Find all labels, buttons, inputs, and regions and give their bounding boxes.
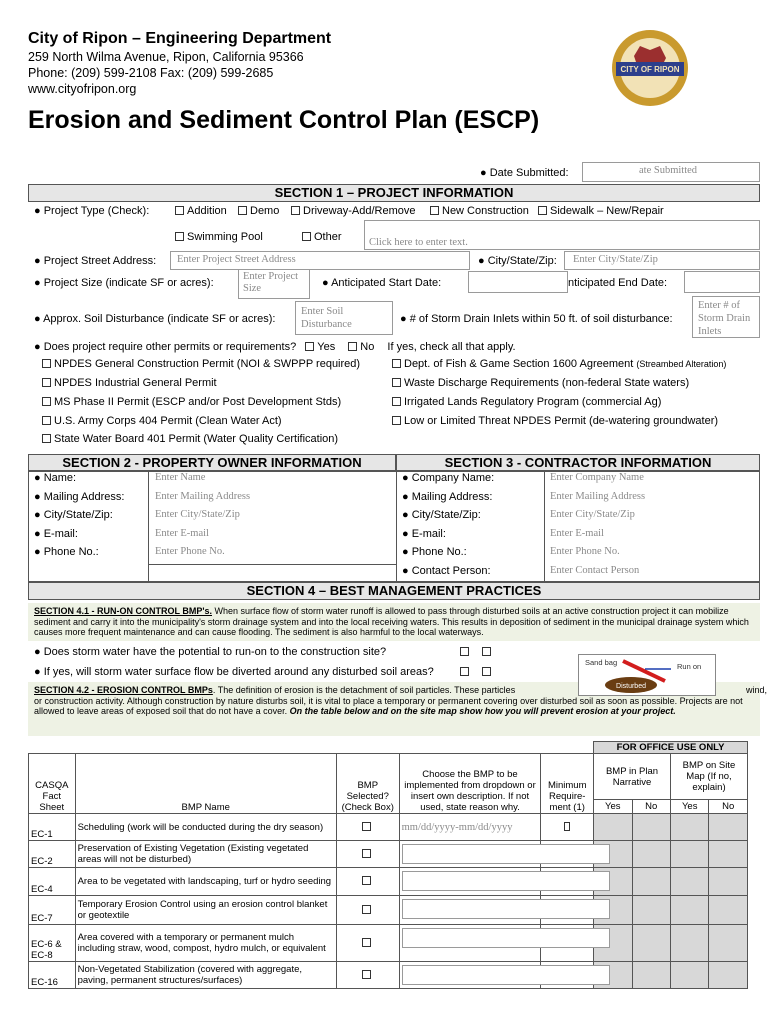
col-selected-header: BMP Selected? (Check Box) (336, 754, 399, 814)
addition-label: Addition (187, 205, 227, 217)
streambed-note: (Streambed Alteration) (636, 359, 727, 369)
owner-placeholder: Enter E-mail (155, 527, 209, 539)
contractor-placeholder: Enter Phone No. (550, 546, 620, 557)
permit-low-threat[interactable] (392, 415, 718, 427)
bmp-selected-checkbox[interactable] (362, 970, 371, 979)
bmp-row (29, 896, 748, 925)
project-city-field[interactable] (564, 251, 760, 270)
permits-note: If yes, check all that apply. (387, 341, 516, 353)
contractor-placeholder: Enter Contact Person (550, 564, 640, 576)
other-label: Other (314, 231, 342, 243)
other-placeholder: Click here to enter text. (369, 237, 468, 248)
owner-label: ● Mailing Address: (34, 490, 125, 503)
permits-yes-label: Yes (317, 341, 336, 353)
contractor-label: ● Phone No.: (402, 546, 467, 558)
demo-checkbox[interactable] (238, 206, 247, 215)
runon-no-checkbox[interactable] (482, 647, 491, 656)
contractor-label: ● Contact Person: (402, 564, 491, 577)
type-other[interactable] (302, 231, 342, 243)
bmp-name: Temporary Erosion Control using an erosion control blanket or geotextile (75, 896, 336, 925)
plan-no-header: No (632, 800, 670, 814)
army-corps-label: U.S. Army Corps 404 Permit (Clean Water Act) (54, 415, 282, 427)
bmp-selected-checkbox[interactable] (362, 849, 371, 858)
owner-placeholder: Enter Phone No. (155, 546, 225, 557)
irrigated-lands-checkbox[interactable] (392, 397, 401, 406)
map-yes-cell (670, 841, 708, 868)
bmp-row (29, 868, 748, 896)
ms-phase-checkbox[interactable] (42, 397, 51, 406)
col-minimum-header: Minimum Require-ment (1) (541, 754, 594, 814)
col-choose-header: Choose the BMP to be implemented from dropdown or insert own description. If not used, state reason why. (399, 754, 541, 814)
street-label: ● Project Street Address: (34, 255, 157, 267)
grid-divider (396, 470, 397, 582)
map-yes-cell (670, 868, 708, 896)
col-casqa-header: CASQA Fact Sheet (29, 754, 76, 814)
storm-inlets-field[interactable] (692, 296, 760, 338)
map-no-cell (709, 925, 748, 962)
contractor-placeholder: Enter Company Name (550, 472, 644, 483)
bmp-description-input[interactable] (402, 928, 610, 948)
map-yes-cell (670, 962, 708, 989)
plan-yes-header: Yes (594, 800, 632, 814)
waste-discharge-checkbox[interactable] (392, 378, 401, 387)
npdes-general-checkbox[interactable] (42, 359, 51, 368)
bmp-table-body (29, 814, 748, 989)
bmp-code: EC-6 & EC-8 (29, 925, 76, 962)
org-name: City of Ripon – Engineering Department (28, 30, 332, 47)
owner-column-divider (148, 470, 149, 582)
section41-paragraph (28, 603, 760, 641)
bmp-selected-cell (336, 962, 399, 989)
contractor-field[interactable] (550, 545, 756, 563)
end-date-label: nticipated End Date: (568, 277, 668, 289)
section42-text-a: . The definition of erosion is the detachment of soil particles. These particles (212, 685, 516, 695)
bmp-selected-checkbox[interactable] (362, 822, 371, 831)
permit-fish-game[interactable] (392, 358, 726, 370)
bmp-row (29, 925, 748, 962)
contractor-placeholder: Enter E-mail (550, 527, 604, 539)
new-construction-label: New Construction (442, 205, 529, 217)
section4-header: SECTION 4 – BEST MANAGEMENT PRACTICES (28, 582, 760, 600)
bmp-code: EC-1 (29, 814, 76, 841)
contractor-field[interactable] (550, 508, 756, 526)
bmp-description-input[interactable] (402, 871, 610, 891)
contractor-column-divider (544, 470, 545, 582)
bmp-name: Preservation of Existing Vegetation (Existing vegetated areas will not be disturbed) (75, 841, 336, 868)
project-city-placeholder: Enter City/State/Zip (573, 254, 658, 265)
plan-no-cell (632, 868, 670, 896)
divert-no-checkbox[interactable] (482, 667, 491, 676)
contractor-placeholder: Enter City/State/Zip (550, 509, 635, 520)
storm-inlets-placeholder: Enter # of Storm Drain Inlets (698, 300, 751, 337)
permit-npdes-general[interactable] (42, 358, 360, 370)
map-yes-cell (670, 925, 708, 962)
section41-heading: SECTION 4.1 - RUN-ON CONTROL BMP's. (34, 606, 212, 616)
section42-wind: wind, (746, 685, 768, 695)
bmp-name: Scheduling (work will be conducted during the dry season) (75, 814, 336, 841)
bmp-code: EC-7 (29, 896, 76, 925)
bmp-row (29, 962, 748, 989)
divert-yes-checkbox[interactable] (460, 667, 469, 676)
map-no-cell (709, 868, 748, 896)
contractor-placeholder: Enter Mailing Address (550, 490, 646, 502)
driveway-checkbox[interactable] (291, 206, 300, 215)
bmp-description-cell[interactable] (399, 868, 541, 896)
permits-yes-checkbox[interactable] (305, 342, 314, 351)
npdes-industrial-label: NPDES Industrial General Permit (54, 377, 217, 389)
bmp-description-input[interactable] (402, 899, 610, 919)
city-seal-logo (610, 28, 690, 108)
state-water-checkbox[interactable] (42, 434, 51, 443)
bmp-selected-checkbox[interactable] (362, 876, 371, 885)
npdes-general-label: NPDES General Construction Permit (NOI & SWPPP required) (54, 358, 361, 370)
col-map-header: BMP on Site Map (If no, explain) (670, 754, 747, 800)
map-no-header: No (709, 800, 748, 814)
type-swimming-pool[interactable] (175, 231, 263, 243)
permit-army-corps[interactable] (42, 415, 282, 427)
permits-no-checkbox[interactable] (348, 342, 357, 351)
bmp-selected-cell (336, 925, 399, 962)
owner-label: ● City/State/Zip: (34, 509, 113, 521)
project-size-field[interactable] (238, 269, 310, 299)
divert-answers (460, 666, 494, 678)
plan-yes-cell (594, 814, 632, 841)
owner-field[interactable] (155, 545, 393, 563)
bmp-name: Area covered with a temporary or permanent mulch including straw, wood, compost, hydro mulch, or equivalent (75, 925, 336, 962)
owner-field[interactable] (155, 508, 393, 526)
map-yes-header: Yes (670, 800, 708, 814)
section42-text-b: or construction activity. Although construction by nature disturbs soil, it is vital to place a temporary or permanent covering over disturbed soil as soon as possible. Projects are not allowed to leave areas of exposed soil that do not have a cover. (34, 695, 743, 716)
type-new-construction[interactable] (430, 205, 529, 217)
section1-header: SECTION 1 – PROJECT INFORMATION (28, 184, 760, 202)
owner-label: ● E-mail: (34, 527, 78, 540)
contractor-field[interactable] (550, 564, 756, 582)
section41-text: When surface flow of storm water runoff is allowed to pass through disturbed soils at an active construction project it can mobilize sediment and carry it into the municipality's storm drainage system and into the local receiving waters. This results in deposition of sediment in the municipal drainage system which causes more frequent maintenance and can cause flooding. The sediment is also harmful to the local waterways. (34, 606, 749, 637)
org-website: www.cityofripon.org (28, 82, 137, 96)
document-title: Erosion and Sediment Control Plan (ESCP) (28, 106, 540, 134)
map-yes-cell (670, 814, 708, 841)
diagram-runon-label: Run on (677, 662, 702, 671)
other-checkbox[interactable] (302, 232, 311, 241)
bmp-description-input[interactable] (402, 965, 610, 985)
contractor-label: ● Mailing Address: (402, 490, 493, 503)
bmp-table (28, 741, 748, 989)
date-submitted-field[interactable] (582, 162, 760, 182)
project-size-placeholder: Enter Project Size (243, 271, 299, 294)
owner-placeholder: Enter Name (155, 472, 206, 483)
bmp-description-cell[interactable] (399, 896, 541, 925)
section3-header: SECTION 3 - CONTRACTOR INFORMATION (396, 454, 760, 472)
runon-answers (460, 646, 494, 658)
sidewalk-label: Sidewalk – New/Repair (550, 205, 664, 217)
soil-disturbance-field[interactable] (295, 301, 393, 335)
owner-bottom-line (148, 564, 396, 565)
plan-no-cell (632, 841, 670, 868)
bmp-selected-checkbox[interactable] (362, 938, 371, 947)
plan-no-cell (632, 814, 670, 841)
sidewalk-checkbox[interactable] (538, 206, 547, 215)
section42-instruction: On the table below and on the site map show how you will prevent erosion at your project. (287, 706, 676, 716)
start-date-field[interactable] (468, 271, 568, 293)
project-type-label: ● Project Type (Check): (34, 205, 150, 217)
owner-placeholder: Enter City/State/Zip (155, 509, 240, 520)
section2-header: SECTION 2 - PROPERTY OWNER INFORMATION (28, 454, 396, 472)
start-date-label: ● Anticipated Start Date: (322, 277, 442, 289)
bmp-selected-cell (336, 814, 399, 841)
org-phone: Phone: (209) 599-2108 Fax: (209) 599-2685 (28, 66, 274, 80)
col-plan-header: BMP in Plan Narrative (594, 754, 671, 800)
diagram-disturbed-label: Disturbed (616, 683, 646, 690)
owner-field[interactable] (155, 471, 393, 489)
bmp-code: EC-2 (29, 841, 76, 868)
low-threat-checkbox[interactable] (392, 416, 401, 425)
map-yes-cell (670, 896, 708, 925)
contractor-label: ● Company Name: (402, 472, 495, 484)
date-submitted-placeholder: ate Submitted (639, 165, 698, 176)
bmp-code: EC-16 (29, 962, 76, 989)
schedule-date-placeholder: mm/dd/yyyy-mm/dd/yyyy (401, 821, 513, 833)
owner-field[interactable] (155, 490, 393, 508)
fish-game-label: Dept. of Fish & Game Section 1600 Agreement (404, 358, 634, 370)
bmp-code: EC-4 (29, 868, 76, 896)
type-addition[interactable] (175, 205, 227, 217)
street-address-field[interactable] (170, 251, 470, 270)
contractor-field[interactable] (550, 527, 756, 545)
bmp-selected-cell (336, 868, 399, 896)
contractor-label: ● E-mail: (402, 527, 446, 540)
bmp-description-cell[interactable] (399, 925, 541, 962)
other-description-field[interactable] (364, 220, 760, 250)
plan-no-cell (632, 962, 670, 989)
type-driveway[interactable] (291, 205, 415, 217)
swimming-pool-checkbox[interactable] (175, 232, 184, 241)
irrigated-lands-label: Irrigated Lands Regulatory Program (commercial Ag) (404, 396, 662, 408)
permit-state-water[interactable] (42, 433, 338, 445)
bmp-row (29, 841, 748, 868)
contractor-field[interactable] (550, 471, 756, 489)
permit-ms-phase[interactable] (42, 396, 341, 408)
plan-no-cell (632, 925, 670, 962)
bmp-description-cell[interactable] (399, 814, 541, 841)
storm-inlets-label: ● # of Storm Drain Inlets within 50 ft. of soil disturbance: (400, 313, 673, 325)
diagram-sandbag-label: Sand bag (585, 658, 618, 667)
org-address: 259 North Wilma Avenue, Ripon, California 95366 (28, 50, 304, 64)
type-sidewalk[interactable] (538, 205, 664, 217)
low-threat-label: Low or Limited Threat NPDES Permit (de-watering groundwater) (404, 415, 719, 427)
swimming-pool-label: Swimming Pool (187, 231, 263, 243)
bmp-name: Area to be vegetated with landscaping, turf or hydro seeding (75, 868, 336, 896)
office-use-header: FOR OFFICE USE ONLY (594, 742, 748, 754)
owner-placeholder: Enter Mailing Address (155, 490, 251, 502)
bmp-description-cell[interactable] (399, 841, 541, 868)
bmp-row (29, 814, 748, 841)
army-corps-checkbox[interactable] (42, 416, 51, 425)
bmp-selected-cell (336, 896, 399, 925)
map-no-cell (709, 962, 748, 989)
soil-disturbance-label: ● Approx. Soil Disturbance (indicate SF or acres): (34, 313, 276, 325)
minimum-requirement-marker (564, 822, 570, 831)
permit-irrigated-lands[interactable] (392, 396, 661, 408)
map-no-cell (709, 841, 748, 868)
demo-label: Demo (250, 205, 280, 217)
state-water-label: State Water Board 401 Permit (Water Quality Certification) (54, 433, 339, 445)
soil-disturbance-placeholder: Enter Soil Disturbance (301, 306, 352, 330)
waste-discharge-label: Waste Discharge Requirements (non-federal State waters) (404, 377, 690, 389)
project-size-label: ● Project Size (indicate SF or acres): (34, 277, 214, 289)
bmp-selected-cell (336, 841, 399, 868)
driveway-label: Driveway-Add/Remove (303, 205, 416, 217)
owner-label: ● Phone No.: (34, 546, 99, 558)
runon-diagram (578, 654, 716, 696)
contractor-label: ● City/State/Zip: (402, 509, 481, 521)
runon-yes-checkbox[interactable] (460, 647, 469, 656)
owner-label: ● Name: (34, 472, 77, 484)
permits-question-row (34, 341, 516, 353)
new-construction-checkbox[interactable] (430, 206, 439, 215)
owner-field[interactable] (155, 527, 393, 545)
addition-checkbox[interactable] (175, 206, 184, 215)
map-no-cell (709, 814, 748, 841)
end-date-field[interactable] (684, 271, 760, 293)
city-state-zip-label: ● City/State/Zip: (478, 255, 557, 267)
col-bmp-name-header: BMP Name (75, 754, 336, 814)
divert-question: ● If yes, will storm water surface flow be diverted around any disturbed soil areas? (34, 666, 434, 678)
ms-phase-label: MS Phase II Permit (ESCP and/or Post Development Stds) (54, 396, 342, 408)
permits-no-label: No (360, 341, 375, 353)
type-demo[interactable] (238, 205, 279, 217)
street-placeholder: Enter Project Street Address (177, 254, 296, 265)
contractor-field[interactable] (550, 490, 756, 508)
bmp-name: Non-Vegetated Stabilization (covered with aggregate, paving, permanent structures/surfaces) (75, 962, 336, 989)
map-no-cell (709, 896, 748, 925)
permit-waste-discharge[interactable] (392, 377, 689, 389)
fish-game-checkbox[interactable] (392, 359, 401, 368)
plan-no-cell (632, 896, 670, 925)
bmp-description-input[interactable] (402, 844, 610, 864)
permits-question: ● Does project require other permits or requirements? (34, 341, 297, 353)
bmp-minimum-cell (541, 814, 594, 841)
permit-npdes-industrial[interactable] (42, 377, 217, 389)
date-submitted-label: ● Date Submitted: (480, 167, 569, 179)
section42-heading: SECTION 4.2 - EROSION CONTROL BMPs (34, 685, 213, 695)
seal-text: CITY OF RIPON (620, 65, 680, 74)
bmp-description-cell[interactable] (399, 962, 541, 989)
npdes-industrial-checkbox[interactable] (42, 378, 51, 387)
runon-question: ● Does storm water have the potential to run-on to the construction site? (34, 646, 387, 658)
bmp-selected-checkbox[interactable] (362, 905, 371, 914)
